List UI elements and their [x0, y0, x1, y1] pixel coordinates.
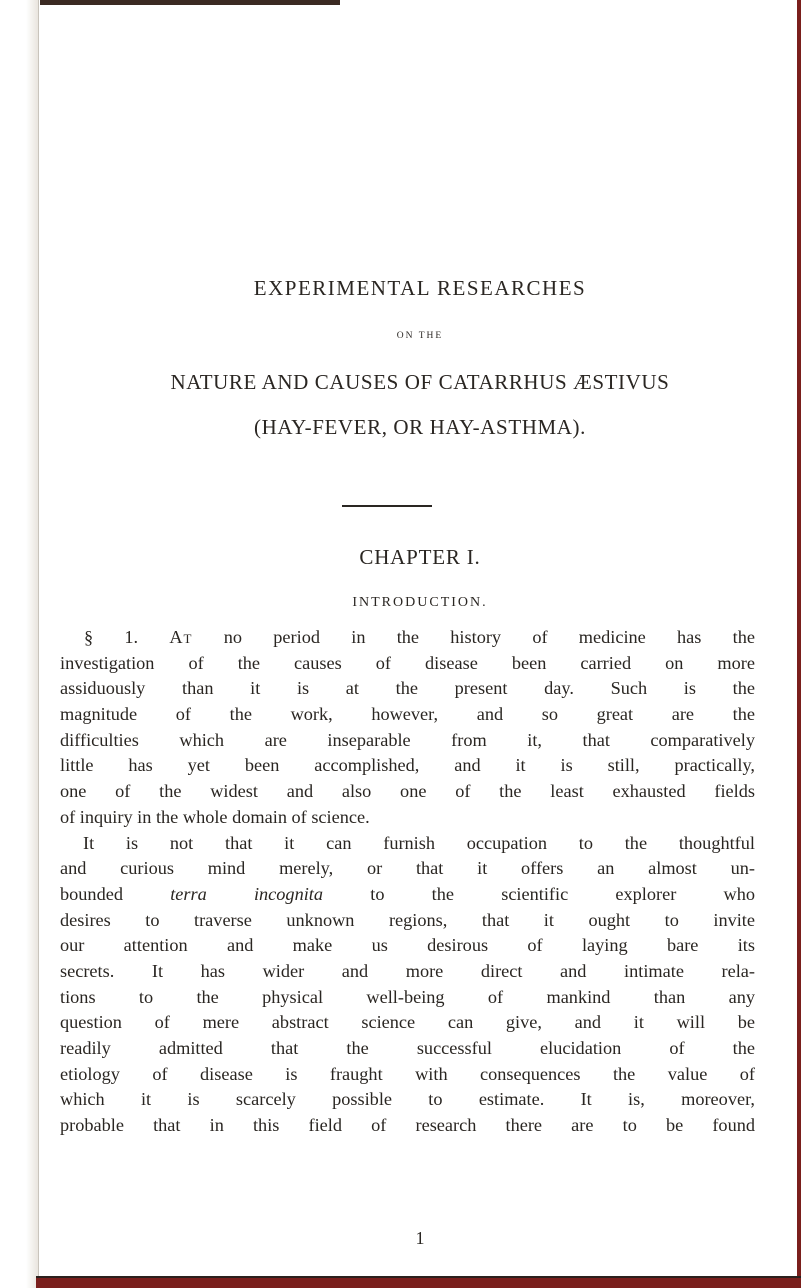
paragraph-line: secrets. It has wider and more direct and intimate rela-	[60, 960, 755, 981]
paragraph-line: probable that in this field of research there are to be found	[60, 1115, 755, 1136]
main-title: EXPERIMENTAL RESEARCHES	[253, 276, 587, 300]
paragraph-line: one of the widest and also one of the least exhausted fields	[60, 781, 755, 802]
section-mark: § 1.	[84, 627, 139, 647]
bottom-cover-edge	[36, 1278, 801, 1288]
section-divider	[342, 505, 432, 507]
right-cover-edge	[797, 0, 801, 1288]
paragraph-line: etiology of disease is fraught with consequences the value of	[60, 1063, 755, 1084]
paragraph-line: It is not that it can furnish occupation to the thoughtful	[83, 832, 755, 853]
paragraph-line: difficulties which are inseparable from it, that comparatively	[60, 729, 755, 750]
paragraph-line: tions to the physical well-being of mankind than any	[60, 986, 755, 1007]
paragraph-line: desires to traverse unknown regions, that it ought to invite	[60, 909, 755, 930]
paragraph-line: assiduously than it is at the present day. Such is the	[60, 678, 755, 699]
paragraph-line: readily admitted that the successful elucidation of the	[60, 1038, 755, 1058]
paragraph-line: which it is scarcely possible to estimate. It is, moreover,	[60, 1089, 755, 1110]
chapter-title: CHAPTER I.	[359, 545, 481, 569]
opening-word: At	[169, 627, 193, 647]
page-number: 1	[415, 1228, 425, 1248]
binding-shadow	[26, 0, 38, 1288]
paragraph-line-text: no period in the history of medicine has the	[223, 627, 755, 647]
paragraph-line: of inquiry in the whole domain of science.	[60, 806, 370, 827]
paragraph-line: and curious mind merely, or that it offers an almost un-	[60, 858, 755, 879]
paragraph-line: little has yet been accomplished, and it is still, practically,	[60, 755, 755, 776]
on-the-label: ON THE	[396, 331, 444, 341]
paragraph-line: investigation of the causes of disease been carried on more	[60, 652, 755, 673]
paragraph-line-text: to the scientific explorer who	[370, 883, 755, 904]
paragraph-line	[60, 882, 755, 908]
paragraph-line: question of mere abstract science can give, and it will be	[60, 1012, 755, 1033]
book-page	[60, 0, 780, 1270]
paragraph-line-text: bounded	[60, 883, 123, 904]
body-text	[60, 625, 755, 1139]
italic-phrase: terra incognita	[170, 883, 324, 904]
paragraph-line: magnitude of the work, however, and so great are the	[60, 704, 755, 725]
paragraph-line	[60, 625, 755, 651]
section-heading: INTRODUCTION.	[352, 595, 488, 610]
subject-subtitle: (HAY-FEVER, OR HAY-ASTHMA).	[253, 415, 586, 439]
paragraph-line: our attention and make us desirous of laying bare its	[60, 935, 755, 956]
subject-title: NATURE AND CAUSES OF CATARRHUS ÆSTIVUS	[170, 370, 670, 394]
